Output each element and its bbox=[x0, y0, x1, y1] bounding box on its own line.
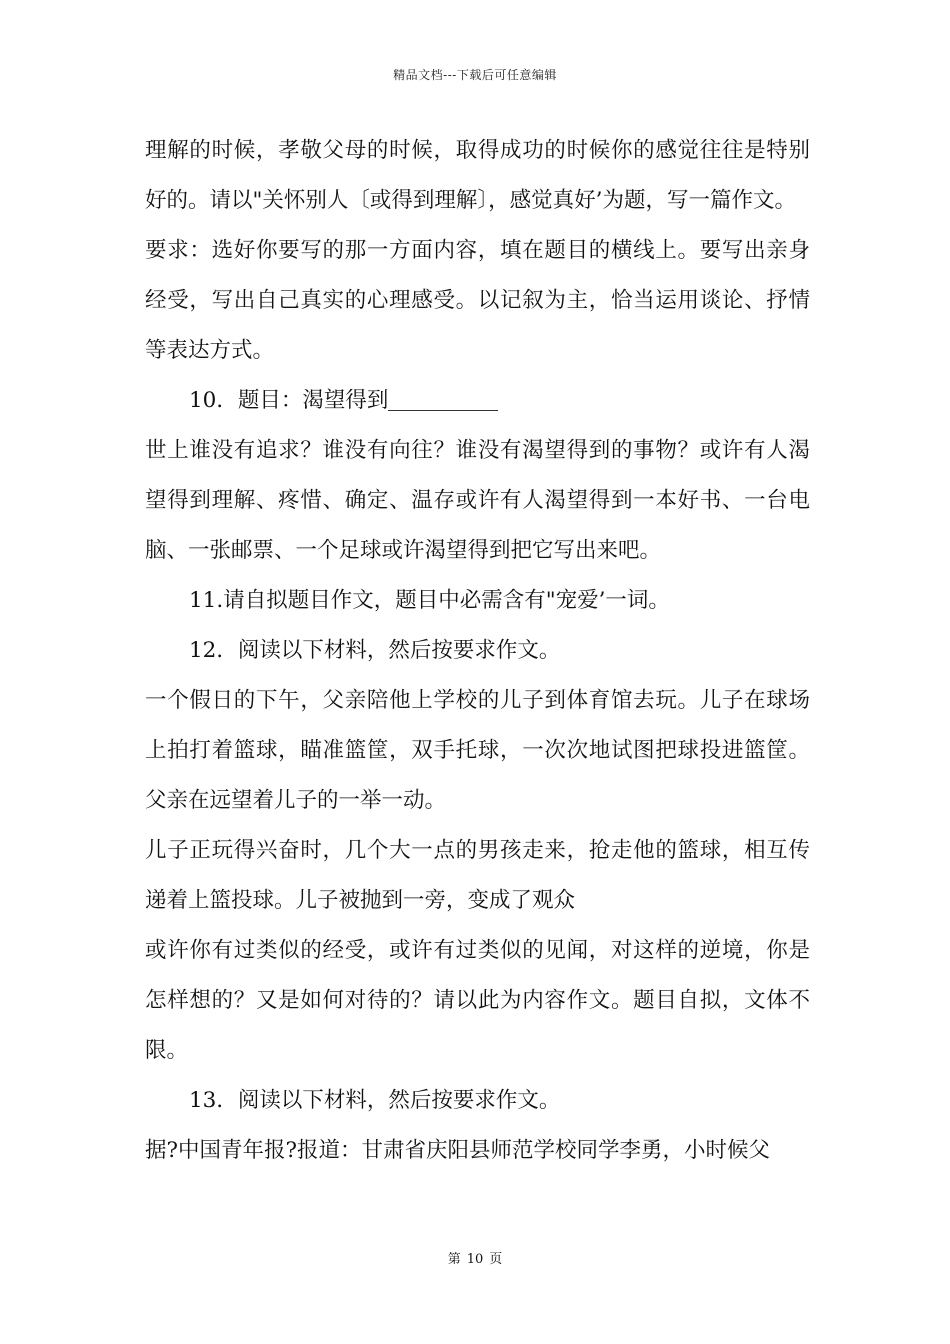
question-10-text: 10．题目：渴望得到 bbox=[189, 388, 389, 413]
page-number-suffix: 页 bbox=[489, 1252, 503, 1267]
paragraph-material-4: 据?中国青年报?报道：甘肃省庆阳县师范学校同学李勇，小时候父 bbox=[145, 1138, 771, 1163]
document-body bbox=[145, 126, 810, 1176]
page-footer bbox=[0, 1248, 950, 1267]
paragraph-material-1: 一个假日的下午，父亲陪他上学校的儿子到体育馆去玩。儿子在球场上拍打着篮球，瞄准篮筐，双手托球，一次次地试图把球投进篮筐。父亲在远望着儿子的一举一动。 bbox=[145, 688, 810, 813]
paragraph-material-2: 儿子正玩得兴奋时，几个大一点的男孩走来，抢走他的篮球，相互传递着上篮投球。儿子被抛到一旁，变成了观众 bbox=[145, 838, 810, 913]
page-number-prefix: 第 bbox=[447, 1252, 461, 1267]
fill-in-blank-line bbox=[388, 382, 498, 411]
paragraph-requirements: 要求：选好你要写的那一方面内容，填在题目的横线上。要写出亲身经受，写出自己真实的心理感受。以记叙为主，恰当运用谈论、抒情等表达方式。 bbox=[145, 238, 810, 363]
question-10 bbox=[145, 376, 810, 426]
question-12: 12．阅读以下材料，然后按要求作文。 bbox=[189, 638, 561, 663]
page-number: 10 bbox=[466, 1252, 484, 1267]
paragraph-q10-description: 世上谁没有追求？谁没有向往？谁没有渴望得到的事物？或许有人渴望得到理解、疼惜、确定、温存或许有人渴望得到一本好书、一台电脑、一张邮票、一个足球或许渴望得到把它写出来吧。 bbox=[145, 438, 810, 563]
question-13: 13．阅读以下材料，然后按要求作文。 bbox=[189, 1088, 561, 1113]
question-11: 11.请自拟题目作文，题目中必需含有"宠爱’一词。 bbox=[189, 588, 670, 613]
paragraph-material-3: 或许你有过类似的经受，或许有过类似的见闻，对这样的逆境，你是怎样想的？又是如何对待的？请以此为内容作文。题目自拟，文体不限。 bbox=[145, 938, 810, 1063]
page-header: 精品文档---下载后可任意编辑 bbox=[393, 68, 557, 82]
paragraph-essay-prompt: 理解的时候，孝敬父母的时候，取得成功的时候你的感觉往往是特别好的。请以"关怀别人〔或得到理解〕，感觉真好’为题，写一篇作文。 bbox=[145, 138, 810, 213]
